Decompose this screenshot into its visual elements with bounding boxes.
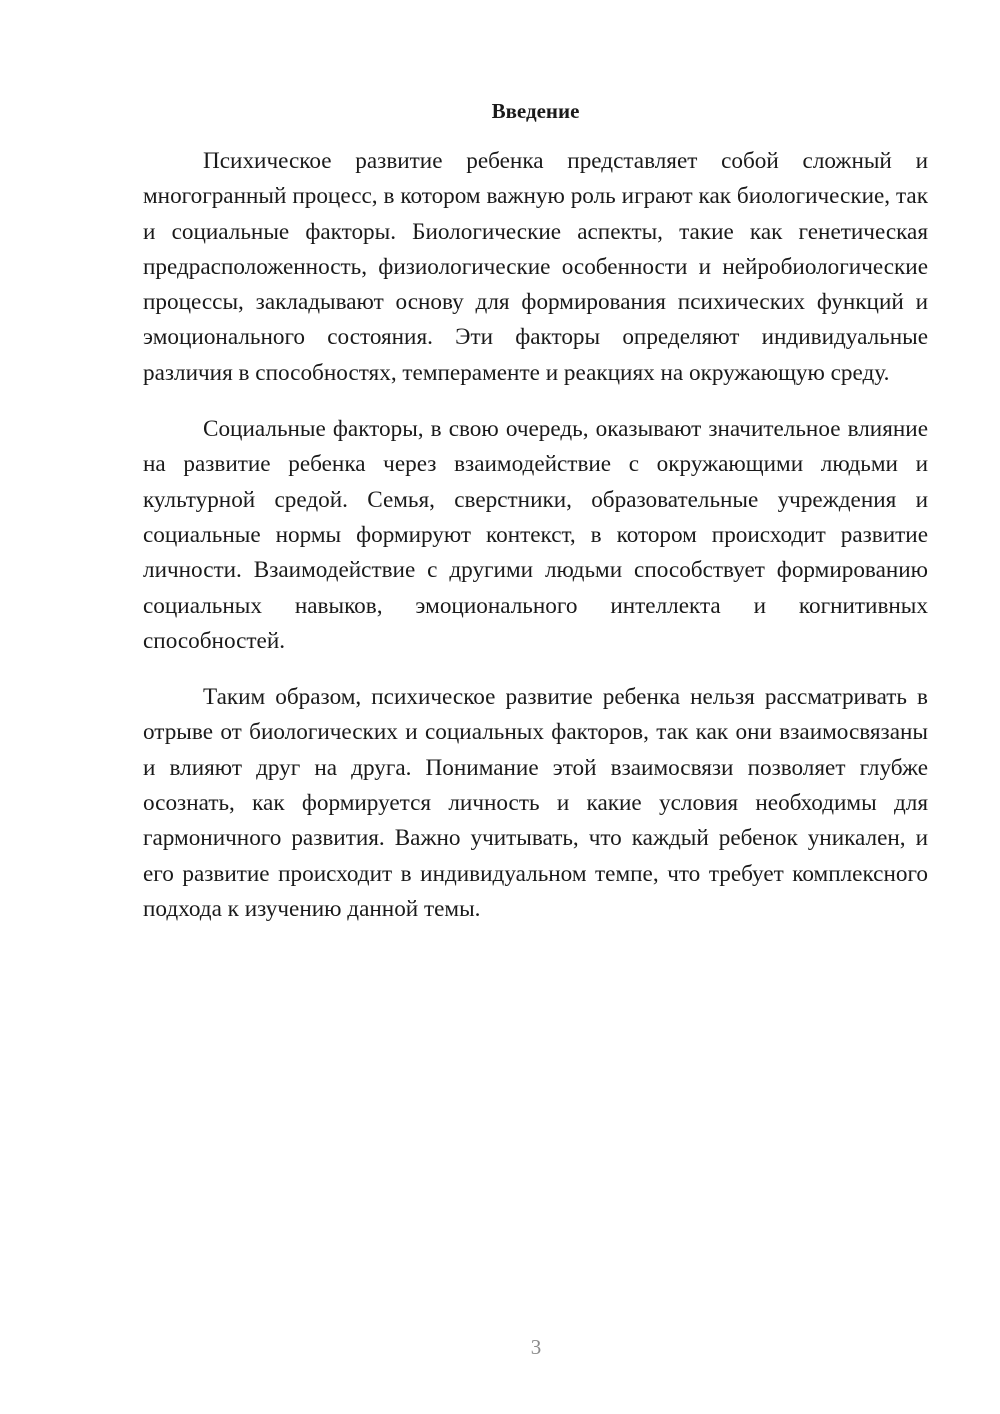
paragraph-biological-factors: Психическое развитие ребенка представляет собой сложный и многогранный процесс, в котором важную роль играют как биологические, так и социальные факторы. Биологические аспекты, такие как генетическая предрасположенность, физиологические особенности и нейробиологические процессы, закладывают основу для формирования психических функций и эмоционального состояния. Эти факторы определяют индивидуальные различия в способностях, темпераменте и реакциях на окружающую среду.	[143, 148, 928, 386]
paragraph-conclusion: Таким образом, психическое развитие ребенка нельзя рассматривать в отрыве от биологических и социальных факторов, так как они взаимосвязаны и влияют друг на друга. Понимание этой взаимосвязи позволяет глубже осознать, как формируется личность и какие условия необходимы для гармоничного развития. Важно учитывать, что каждый ребенок уникален, и его развитие происходит в индивидуальном темпе, что требует комплексного подхода к изучению данной темы.	[143, 684, 928, 922]
paragraph-social-factors: Социальные факторы, в свою очередь, оказывают значительное влияние на развитие ребенка через взаимодействие с окружающими людьми и культурной средой. Семья, сверстники, образовательные учреждения и социальные нормы формируют контекст, в котором происходит развитие личности. Взаимодействие с другими людьми способствует формированию социальных навыков, эмоционального интеллекта и когнитивных способностей.	[143, 416, 928, 654]
section-title: Введение	[491, 99, 580, 123]
page-number: 3	[530, 1335, 542, 1359]
page-content	[143, 96, 928, 948]
